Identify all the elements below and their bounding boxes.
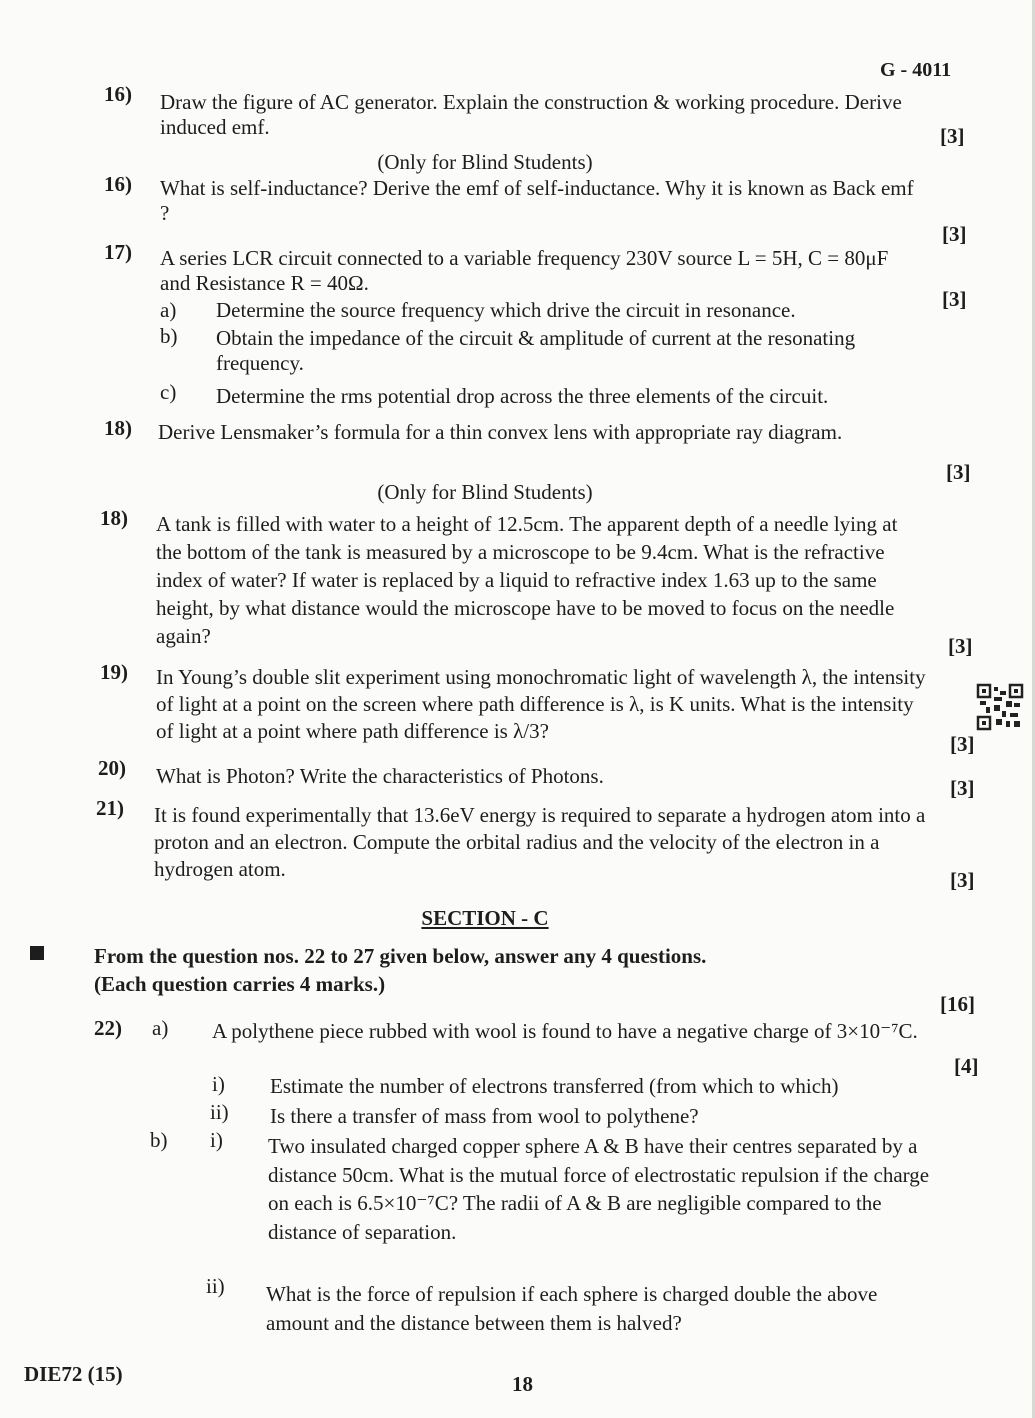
section-c-marks: [16] bbox=[940, 992, 975, 1016]
question-21-marks: [3] bbox=[950, 868, 975, 892]
question-17-part-b-label: b) bbox=[160, 324, 178, 348]
question-number-19: 19) bbox=[100, 660, 128, 684]
question-number-18: 18) bbox=[104, 416, 132, 440]
question-number-16-blind: 16) bbox=[104, 172, 132, 196]
question-22-a-i-text: Estimate the number of electrons transferred (from which to which) bbox=[270, 1074, 839, 1098]
question-number-20: 20) bbox=[98, 756, 126, 780]
section-c-instruction-line1: From the question nos. 22 to 27 given below, answer any 4 questions. bbox=[94, 944, 707, 968]
question-16-text: Draw the figure of AC generator. Explain the construction & working procedure. Derive induced emf. bbox=[160, 90, 902, 139]
question-18-text: Derive Lensmaker’s formula for a thin convex lens with appropriate ray diagram. bbox=[158, 420, 843, 444]
question-22-b-i-label: i) bbox=[210, 1128, 223, 1152]
qr-code-icon bbox=[976, 683, 1024, 731]
question-17-part-a: Determine the source frequency which drive the circuit in resonance. bbox=[216, 298, 796, 322]
question-number-16: 16) bbox=[104, 82, 132, 106]
blind-students-note-2: (Only for Blind Students) bbox=[377, 480, 593, 504]
question-20-text: What is Photon? Write the characteristics of Photons. bbox=[156, 764, 604, 788]
question-16-marks: [3] bbox=[940, 124, 965, 148]
question-22-part-b-label: b) bbox=[150, 1128, 168, 1152]
question-22-a-ii-label: ii) bbox=[210, 1100, 229, 1124]
question-16-blind-marks: [3] bbox=[942, 222, 967, 246]
question-number-18-blind: 18) bbox=[100, 506, 128, 530]
question-22-part-a-marks: [4] bbox=[954, 1054, 979, 1078]
question-22-part-a-text: A polythene piece rubbed with wool is found to have a negative charge of 3×10⁻⁷C. bbox=[212, 1019, 918, 1043]
question-number-21: 21) bbox=[96, 796, 124, 820]
section-c-instruction-line2: (Each question carries 4 marks.) bbox=[94, 972, 386, 996]
question-18-marks: [3] bbox=[946, 460, 971, 484]
paper-code: G - 4011 bbox=[880, 59, 952, 81]
question-18-blind-text: A tank is filled with water to a height of 12.5cm. The apparent depth of a needle lying at the bottom of the tank is measured by a microscope to be 9.4cm. What is the refractive index of water? If water is replaced by a liquid to refractive index 1.63 up to the same height, by what distance would the microscope have to be moved to focus on the needle again? bbox=[156, 512, 898, 648]
question-17-part-a-label: a) bbox=[160, 298, 177, 322]
question-number-22: 22) bbox=[94, 1016, 122, 1040]
section-c-heading: SECTION - C bbox=[421, 906, 549, 930]
question-20-marks: [3] bbox=[950, 776, 975, 800]
question-17-part-c-label: c) bbox=[160, 380, 177, 404]
question-22-a-ii-text: Is there a transfer of mass from wool to polythene? bbox=[270, 1104, 699, 1128]
question-16-blind-text: What is self-inductance? Derive the emf of self-inductance. Why it is known as Back emf ? bbox=[160, 176, 914, 225]
footer-code: DIE72 (15) bbox=[24, 1362, 123, 1386]
bullet-square-icon bbox=[30, 946, 44, 960]
question-22-b-ii-text: What is the force of repulsion if each sphere is charged double the above amount and the distance between them is halved? bbox=[266, 1282, 878, 1335]
question-22-a-i-label: i) bbox=[212, 1072, 225, 1096]
question-22-b-ii-label: ii) bbox=[206, 1274, 225, 1298]
question-17-marks: [3] bbox=[942, 287, 967, 311]
question-19-text: In Young’s double slit experiment using monochromatic light of wavelength λ, the intensity of light at a point on the screen where path difference is λ, is K units. What is the intensity of light at a point where path difference is λ/3? bbox=[156, 665, 926, 743]
question-22-b-i-text: Two insulated charged copper sphere A & B have their centres separated by a distance 50cm. What is the mutual force of electrostatic repulsion if the charge on each is 6.5×10⁻⁷C? The radii of A & B are negligible compared to the distance of separation. bbox=[268, 1134, 930, 1244]
question-17-part-c: Determine the rms potential drop across the three elements of the circuit. bbox=[216, 384, 829, 408]
blind-students-note-1: (Only for Blind Students) bbox=[377, 150, 593, 174]
page-number: 18 bbox=[512, 1372, 533, 1396]
question-22-part-a-label: a) bbox=[152, 1016, 169, 1040]
question-17-part-b: Obtain the impedance of the circuit & amplitude of current at the resonating frequency. bbox=[216, 326, 856, 375]
question-21-text: It is found experimentally that 13.6eV energy is required to separate a hydrogen atom into a proton and an electron. Compute the orbital radius and the velocity of the electron in a hydrogen atom. bbox=[154, 803, 926, 881]
question-17-text: A series LCR circuit connected to a variable frequency 230V source L = 5H, C = 80μF and Resistance R = 40Ω. bbox=[160, 246, 889, 295]
question-19-marks: [3] bbox=[950, 732, 975, 756]
question-18-blind-marks: [3] bbox=[948, 634, 973, 658]
question-number-17: 17) bbox=[104, 240, 132, 264]
